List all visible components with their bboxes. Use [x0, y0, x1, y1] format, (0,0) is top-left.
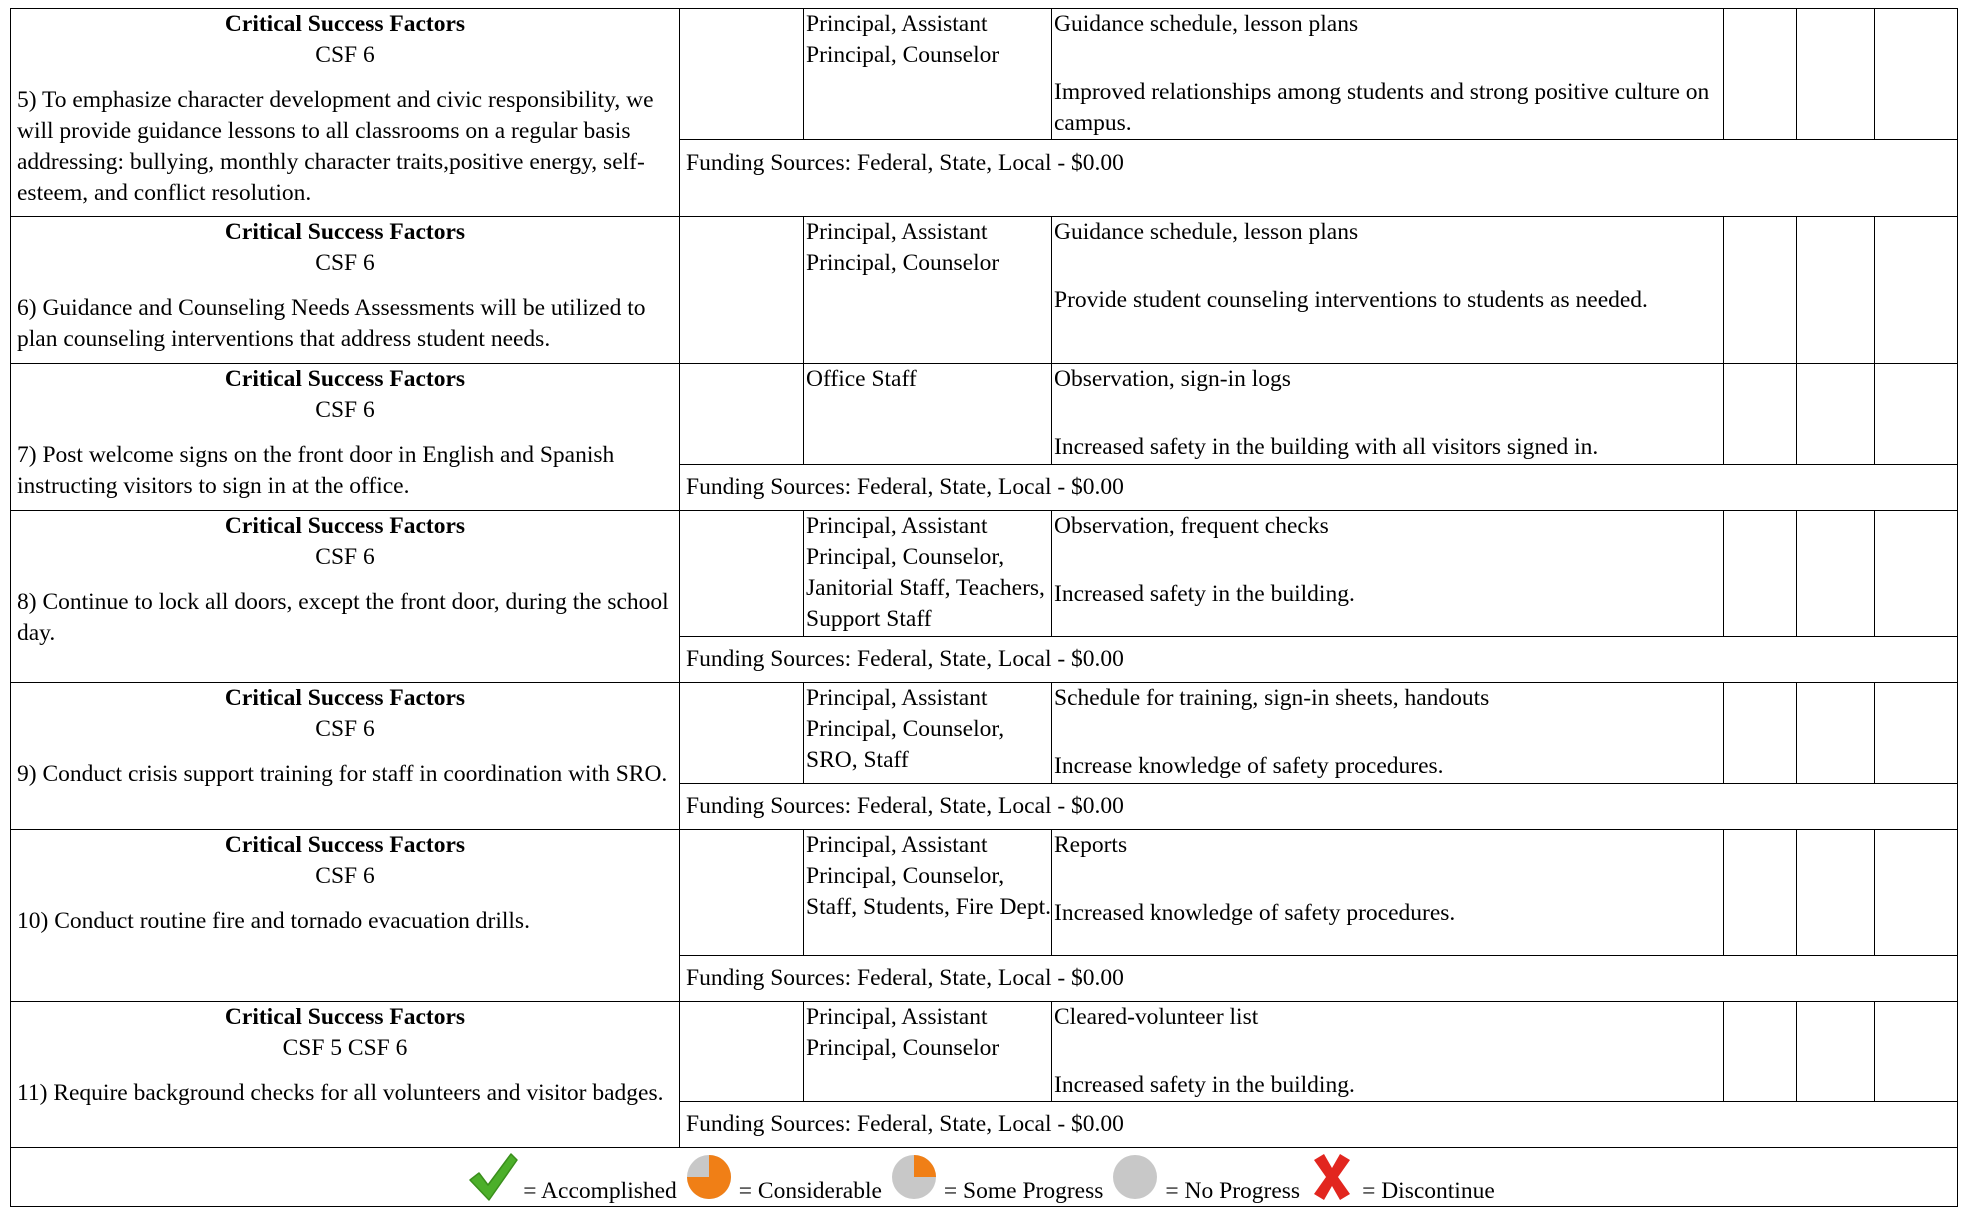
- legend-label: = No Progress: [1165, 1178, 1301, 1204]
- legend-considerable: [683, 1150, 888, 1204]
- review-cell-2: [1797, 217, 1875, 364]
- review-cell-1: [1724, 683, 1797, 784]
- review-cell-1: [1724, 511, 1797, 637]
- considerable-pie-icon: [683, 1150, 735, 1204]
- strategy-row: [11, 364, 1958, 465]
- staff-responsible: Principal, Assistant Principal, Counselor: [804, 9, 1052, 140]
- evidence-cell: [1052, 9, 1724, 140]
- x-mark-icon: [1306, 1150, 1358, 1204]
- legend-cell: [11, 1148, 1958, 1207]
- strategy-cell: [11, 683, 680, 830]
- review-cell-3: [1875, 830, 1958, 956]
- legend-row: [11, 1148, 1958, 1207]
- review-cell-1: [1724, 1002, 1797, 1102]
- funding-sources: Funding Sources: Federal, State, Local - $0.00: [680, 784, 1958, 830]
- review-cell-3: [1875, 9, 1958, 140]
- review-cell-2: [1797, 9, 1875, 140]
- funding-sources: Funding Sources: Federal, State, Local - $0.00: [680, 140, 1958, 217]
- evidence-cell: [1052, 217, 1724, 364]
- funding-sources: Funding Sources: Federal, State, Local - $0.00: [680, 465, 1958, 511]
- review-cell-3: [1875, 1002, 1958, 1102]
- csf-codes: CSF 6: [315, 250, 375, 276]
- legend-label: = Discontinue: [1362, 1178, 1495, 1204]
- csf-title: Critical Success Factors: [224, 832, 466, 858]
- staff-responsible: Principal, Assistant Principal, Counselor, SRO, Staff: [804, 683, 1052, 784]
- evidence-cell: [1052, 683, 1724, 784]
- csf-codes: CSF 6: [315, 42, 375, 68]
- csf-title: Critical Success Factors: [224, 513, 466, 539]
- csf-codes: CSF 6: [315, 397, 375, 423]
- empty-cell: [680, 9, 804, 140]
- strategy-row: [11, 1002, 1958, 1102]
- review-cell-2: [1797, 364, 1875, 465]
- csf-codes: CSF 6: [315, 863, 375, 889]
- some-progress-pie-icon: [888, 1150, 940, 1204]
- empty-cell: [680, 683, 804, 784]
- impact-text: Provide student counseling interventions to students as needed.: [1054, 287, 1648, 313]
- csf-title: Critical Success Factors: [224, 685, 466, 711]
- evidence-cell: [1052, 1002, 1724, 1102]
- strategy-text: 10) Conduct routine fire and tornado evacuation drills.: [17, 908, 530, 934]
- impact-text: Increased safety in the building with all visitors signed in.: [1054, 434, 1599, 460]
- empty-cell: [680, 1002, 804, 1102]
- staff-responsible: Principal, Assistant Principal, Counselor: [804, 1002, 1052, 1102]
- strategy-cell: [11, 511, 680, 683]
- empty-cell: [680, 511, 804, 637]
- review-cell-1: [1724, 830, 1797, 956]
- evidence-text: Cleared-volunteer list: [1054, 1004, 1259, 1030]
- csf-title: Critical Success Factors: [224, 1004, 466, 1030]
- checkmark-icon: [467, 1150, 519, 1204]
- strategy-row: [11, 9, 1958, 140]
- staff-responsible: Principal, Assistant Principal, Counselor: [804, 217, 1052, 364]
- evidence-cell: [1052, 364, 1724, 465]
- strategy-cell: [11, 9, 680, 217]
- csf-codes: CSF 5 CSF 6: [282, 1035, 408, 1061]
- empty-cell: [680, 217, 804, 364]
- strategy-cell: [11, 364, 680, 511]
- strategy-text: 9) Conduct crisis support training for staff in coordination with SRO.: [17, 761, 668, 787]
- progress-legend: [11, 1150, 1957, 1206]
- staff-responsible: Principal, Assistant Principal, Counselor, Staff, Students, Fire Dept.: [804, 830, 1052, 956]
- legend-no-progress: [1109, 1150, 1306, 1204]
- empty-cell: [680, 364, 804, 465]
- staff-responsible: Principal, Assistant Principal, Counselor, Janitorial Staff, Teachers, Support Staff: [804, 511, 1052, 637]
- strategy-text: 6) Guidance and Counseling Needs Assessments will be utilized to plan counseling interventions that address student needs.: [17, 295, 646, 352]
- review-cell-3: [1875, 217, 1958, 364]
- empty-cell: [680, 830, 804, 956]
- review-cell-1: [1724, 217, 1797, 364]
- funding-sources: Funding Sources: Federal, State, Local - $0.00: [680, 1102, 1958, 1148]
- strategy-cell: [11, 1002, 680, 1148]
- legend-label: = Some Progress: [943, 1178, 1104, 1204]
- impact-text: Increase knowledge of safety procedures.: [1054, 753, 1444, 779]
- review-cell-3: [1875, 511, 1958, 637]
- funding-sources: Funding Sources: Federal, State, Local - $0.00: [680, 956, 1958, 1002]
- no-progress-circle-icon: [1109, 1150, 1161, 1204]
- impact-text: Increased knowledge of safety procedures.: [1054, 900, 1456, 926]
- strategy-cell: [11, 217, 680, 364]
- csf-codes: CSF 6: [315, 716, 375, 742]
- csf-codes: CSF 6: [315, 544, 375, 570]
- strategy-text: 11) Require background checks for all volunteers and visitor badges.: [17, 1080, 664, 1106]
- evidence-text: Observation, frequent checks: [1054, 513, 1329, 539]
- strategy-text: 8) Continue to lock all doors, except the front door, during the school day.: [17, 589, 669, 646]
- strategy-text: 5) To emphasize character development and civic responsibility, we will provide guidance lessons to all classrooms on a regular basis addressing: bullying, monthly character traits,positive energy, self-esteem, and conflict resolution.: [17, 87, 654, 206]
- csf-title: Critical Success Factors: [224, 366, 466, 392]
- impact-text: Improved relationships among students and strong positive culture on campus.: [1054, 79, 1710, 136]
- evidence-text: Guidance schedule, lesson plans: [1054, 11, 1359, 37]
- legend-discontinue: [1306, 1150, 1501, 1204]
- review-cell-3: [1875, 364, 1958, 465]
- evidence-text: Reports: [1054, 832, 1128, 858]
- legend-label: = Accomplished: [523, 1178, 677, 1204]
- review-cell-3: [1875, 683, 1958, 784]
- strategy-text: 7) Post welcome signs on the front door in English and Spanish instructing visitors to sign in at the office.: [17, 442, 615, 499]
- csf-title: Critical Success Factors: [224, 11, 466, 37]
- csf-title: Critical Success Factors: [224, 219, 466, 245]
- evidence-text: Observation, sign-in logs: [1054, 366, 1291, 392]
- strategy-table: [10, 8, 1958, 1207]
- impact-text: Increased safety in the building.: [1054, 581, 1355, 607]
- evidence-cell: [1052, 830, 1724, 956]
- strategy-cell: [11, 830, 680, 1002]
- legend-accomplished: [467, 1150, 683, 1204]
- evidence-text: Schedule for training, sign-in sheets, handouts: [1054, 685, 1490, 711]
- staff-responsible: Office Staff: [804, 364, 1052, 465]
- strategy-row: [11, 511, 1958, 637]
- funding-sources: Funding Sources: Federal, State, Local - $0.00: [680, 637, 1958, 683]
- review-cell-2: [1797, 830, 1875, 956]
- review-cell-1: [1724, 9, 1797, 140]
- evidence-text: Guidance schedule, lesson plans: [1054, 219, 1359, 245]
- review-cell-1: [1724, 364, 1797, 465]
- strategy-row: [11, 830, 1958, 956]
- strategy-row: [11, 683, 1958, 784]
- review-cell-2: [1797, 1002, 1875, 1102]
- legend-label: = Considerable: [738, 1178, 882, 1204]
- evidence-cell: [1052, 511, 1724, 637]
- review-cell-2: [1797, 683, 1875, 784]
- impact-text: Increased safety in the building.: [1054, 1072, 1355, 1098]
- legend-some-progress: [888, 1150, 1109, 1204]
- strategy-row: [11, 217, 1958, 364]
- review-cell-2: [1797, 511, 1875, 637]
